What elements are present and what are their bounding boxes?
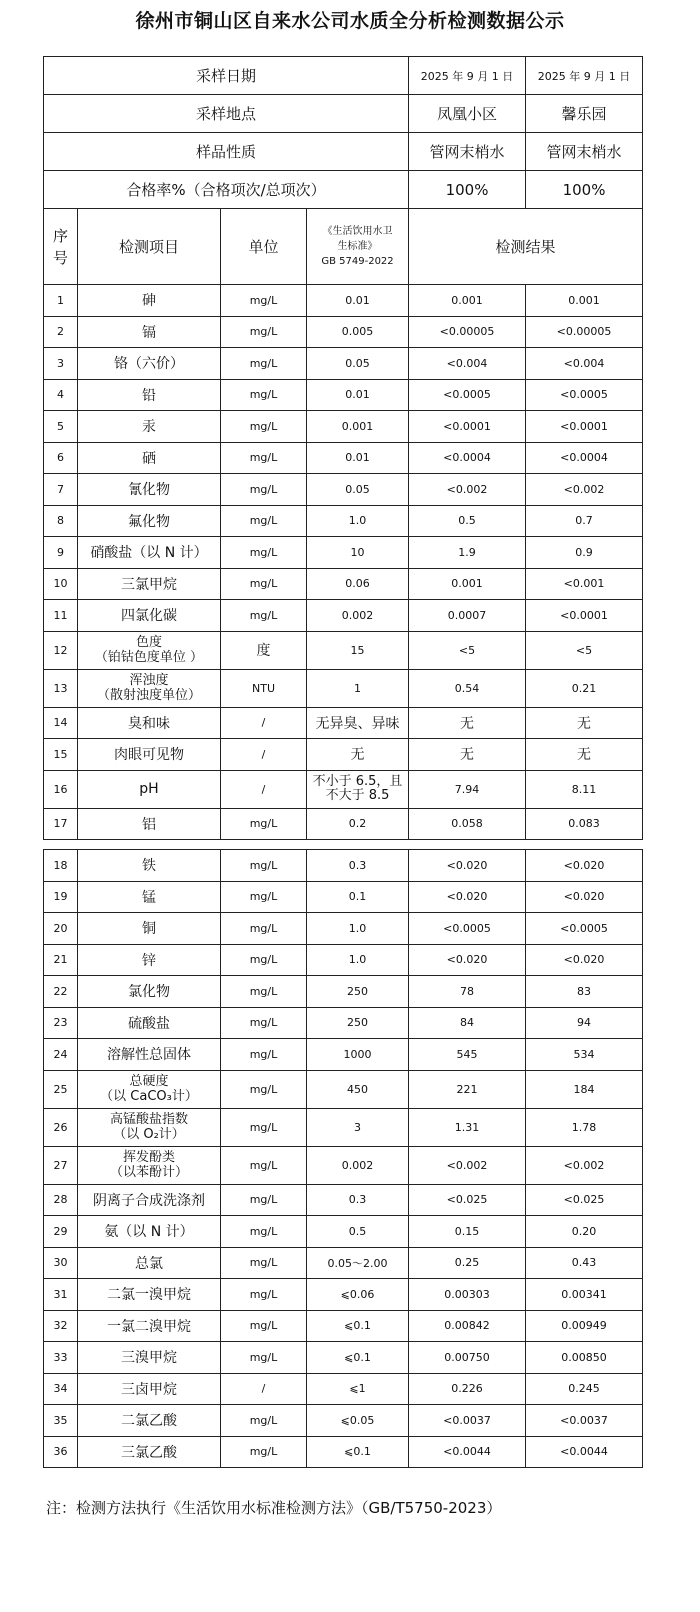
- standard-limit: 450: [307, 1070, 409, 1108]
- unit: mg/L: [221, 537, 307, 569]
- item-name: 肉眼可见物: [78, 739, 221, 771]
- result-site-2: 83: [526, 976, 643, 1008]
- result-site-2: <0.004: [526, 348, 643, 380]
- result-site-1: 0.15: [409, 1216, 526, 1248]
- item-name: 铅: [78, 379, 221, 411]
- row-number: 36: [44, 1436, 78, 1468]
- row-number: 1: [44, 285, 78, 317]
- item-name-line2: （铂钴色度单位 ）: [94, 650, 204, 665]
- table-row: [44, 1310, 643, 1342]
- item-name: 镉: [78, 316, 221, 348]
- unit: /: [221, 707, 307, 739]
- table-row: [44, 739, 643, 771]
- result-site-2: 0.7: [526, 505, 643, 537]
- item-name: pH: [78, 770, 221, 808]
- row-number: 22: [44, 976, 78, 1008]
- table-row: [44, 1216, 643, 1248]
- unit: mg/L: [221, 379, 307, 411]
- pass-rate-2: 100%: [526, 171, 643, 209]
- sample-site-row: [44, 95, 643, 133]
- col-standard-line3: GB 5749-2022: [321, 256, 394, 267]
- sample-date-2: 2025 年 9 月 1 日: [526, 57, 643, 95]
- row-number: 3: [44, 348, 78, 380]
- sample-type-row: [44, 133, 643, 171]
- row-number: 10: [44, 568, 78, 600]
- result-site-1: <0.0005: [409, 913, 526, 945]
- result-site-2: <0.0004: [526, 442, 643, 474]
- result-site-2: <0.025: [526, 1184, 643, 1216]
- unit: mg/L: [221, 474, 307, 506]
- item-name: 三氯甲烷: [78, 568, 221, 600]
- result-site-1: <0.0004: [409, 442, 526, 474]
- standard-limit: 无异臭、异味: [307, 707, 409, 739]
- result-site-2: <0.002: [526, 1146, 643, 1184]
- result-site-2: <0.020: [526, 944, 643, 976]
- standard-limit: 0.005: [307, 316, 409, 348]
- table-row: [44, 944, 643, 976]
- result-site-1: 0.54: [409, 669, 526, 707]
- row-number: 5: [44, 411, 78, 443]
- result-site-2: 0.00850: [526, 1342, 643, 1374]
- unit: mg/L: [221, 1184, 307, 1216]
- table-row: [44, 537, 643, 569]
- row-number: 15: [44, 739, 78, 771]
- result-site-1: 无: [409, 707, 526, 739]
- result-site-1: 0.001: [409, 568, 526, 600]
- table-row: [44, 379, 643, 411]
- table-row: [44, 1247, 643, 1279]
- table-row: [44, 913, 643, 945]
- item-name: 二氯一溴甲烷: [78, 1279, 221, 1311]
- table-row: [44, 1070, 643, 1108]
- row-number: 33: [44, 1342, 78, 1374]
- standard-limit: 0.5: [307, 1216, 409, 1248]
- standard-limit: ⩽0.06: [307, 1279, 409, 1311]
- item-name: 氯化物: [78, 976, 221, 1008]
- standard-limit: ⩽0.1: [307, 1342, 409, 1374]
- item-name: 氨（以 N 计）: [78, 1216, 221, 1248]
- result-site-1: <0.020: [409, 944, 526, 976]
- result-site-2: <0.0037: [526, 1405, 643, 1437]
- table-row: [44, 1342, 643, 1374]
- result-site-2: 184: [526, 1070, 643, 1108]
- unit: 度: [221, 631, 307, 669]
- standard-limit: 无: [307, 739, 409, 771]
- item-name-line2: （以苯酚计）: [109, 1165, 188, 1180]
- unit: mg/L: [221, 881, 307, 913]
- row-number: 7: [44, 474, 78, 506]
- result-site-1: 221: [409, 1070, 526, 1108]
- result-site-2: 534: [526, 1039, 643, 1071]
- row-number: 23: [44, 1007, 78, 1039]
- sample-site-1: 凤凰小区: [409, 95, 526, 133]
- row-number: 18: [44, 850, 78, 882]
- result-site-1: 0.25: [409, 1247, 526, 1279]
- standard-limit: 10: [307, 537, 409, 569]
- table-row: [44, 707, 643, 739]
- result-site-2: 无: [526, 707, 643, 739]
- column-header-row: [44, 209, 643, 285]
- unit: mg/L: [221, 1247, 307, 1279]
- standard-limit-line2: 不大于 8.5: [325, 788, 390, 803]
- result-site-1: <0.0037: [409, 1405, 526, 1437]
- item-name: 锰: [78, 881, 221, 913]
- result-site-2: 0.00341: [526, 1279, 643, 1311]
- result-site-2: <0.0005: [526, 913, 643, 945]
- sample-date-row: [44, 57, 643, 95]
- footnote: 注：检测方法执行《生活饮用水标准检测方法》（GB/T5750-2023）: [46, 1499, 502, 1517]
- standard-limit: 1.0: [307, 913, 409, 945]
- row-number: 35: [44, 1405, 78, 1437]
- pass-rate-row: [44, 171, 643, 209]
- table-row: [44, 1373, 643, 1405]
- result-site-1: 0.058: [409, 808, 526, 840]
- row-number: 9: [44, 537, 78, 569]
- standard-limit: 15: [307, 631, 409, 669]
- result-site-1: <0.0044: [409, 1436, 526, 1468]
- item-name: 汞: [78, 411, 221, 443]
- standard-limit: 0.05～2.00: [307, 1247, 409, 1279]
- unit: mg/L: [221, 1436, 307, 1468]
- unit: mg/L: [221, 944, 307, 976]
- result-site-1: 1.31: [409, 1108, 526, 1146]
- result-site-1: 1.9: [409, 537, 526, 569]
- standard-limit: 0.01: [307, 379, 409, 411]
- unit: mg/L: [221, 1146, 307, 1184]
- result-site-2: <5: [526, 631, 643, 669]
- row-number: 26: [44, 1108, 78, 1146]
- unit: mg/L: [221, 411, 307, 443]
- item-name: 砷: [78, 285, 221, 317]
- standard-limit: 0.001: [307, 411, 409, 443]
- table-row: [44, 1146, 643, 1184]
- row-number: 8: [44, 505, 78, 537]
- item-name: [78, 1108, 221, 1146]
- sample-site-2: 馨乐园: [526, 95, 643, 133]
- item-name: 硫酸盐: [78, 1007, 221, 1039]
- result-site-1: <0.025: [409, 1184, 526, 1216]
- page-title: 徐州市铜山区自来水公司水质全分析检测数据公示: [135, 10, 565, 32]
- table-row: [44, 442, 643, 474]
- result-site-1: <0.004: [409, 348, 526, 380]
- unit: mg/L: [221, 1405, 307, 1437]
- item-name: 二氯乙酸: [78, 1405, 221, 1437]
- item-name: 铜: [78, 913, 221, 945]
- item-name: 硝酸盐（以 N 计）: [78, 537, 221, 569]
- unit: mg/L: [221, 568, 307, 600]
- standard-limit: 0.01: [307, 285, 409, 317]
- row-number: 13: [44, 669, 78, 707]
- row-number: 19: [44, 881, 78, 913]
- item-name-line2: （以 CaCO₃计）: [100, 1089, 198, 1104]
- row-number: 16: [44, 770, 78, 808]
- item-name-line1: 色度: [135, 635, 162, 650]
- item-name: 锌: [78, 944, 221, 976]
- result-site-2: 1.78: [526, 1108, 643, 1146]
- row-number: 34: [44, 1373, 78, 1405]
- result-site-2: <0.0001: [526, 411, 643, 443]
- table-row: [44, 285, 643, 317]
- sample-date-1: 2025 年 9 月 1 日: [409, 57, 526, 95]
- table-row: [44, 348, 643, 380]
- result-site-2: 94: [526, 1007, 643, 1039]
- item-name: 四氯化碳: [78, 600, 221, 632]
- item-name: 硒: [78, 442, 221, 474]
- result-site-1: <0.002: [409, 474, 526, 506]
- result-site-2: <0.001: [526, 568, 643, 600]
- standard-limit: 250: [307, 976, 409, 1008]
- result-site-2: 0.00949: [526, 1310, 643, 1342]
- col-unit-header: 单位: [221, 209, 307, 285]
- row-number: 11: [44, 600, 78, 632]
- item-name: 三氯乙酸: [78, 1436, 221, 1468]
- unit: mg/L: [221, 1007, 307, 1039]
- table-row: [44, 1007, 643, 1039]
- unit: mg/L: [221, 1039, 307, 1071]
- unit: mg/L: [221, 850, 307, 882]
- result-site-1: <5: [409, 631, 526, 669]
- result-site-1: 0.001: [409, 285, 526, 317]
- sample-date-label: 采样日期: [44, 57, 409, 95]
- result-site-1: <0.020: [409, 881, 526, 913]
- table-row: [44, 1436, 643, 1468]
- unit: mg/L: [221, 1279, 307, 1311]
- result-site-1: 78: [409, 976, 526, 1008]
- table-row: [44, 1108, 643, 1146]
- unit: mg/L: [221, 316, 307, 348]
- standard-limit: 0.3: [307, 1184, 409, 1216]
- unit: mg/L: [221, 1070, 307, 1108]
- item-name-line1: 总硬度: [129, 1074, 169, 1089]
- result-site-2: 0.083: [526, 808, 643, 840]
- table-row: [44, 1039, 643, 1071]
- item-name: 铁: [78, 850, 221, 882]
- item-name: 一氯二溴甲烷: [78, 1310, 221, 1342]
- result-site-2: <0.0044: [526, 1436, 643, 1468]
- row-number: 28: [44, 1184, 78, 1216]
- col-seq-header: [44, 209, 78, 285]
- unit: mg/L: [221, 1216, 307, 1248]
- unit: mg/L: [221, 1310, 307, 1342]
- standard-limit: 0.2: [307, 808, 409, 840]
- result-site-2: 0.43: [526, 1247, 643, 1279]
- result-site-1: 84: [409, 1007, 526, 1039]
- result-site-1: <0.002: [409, 1146, 526, 1184]
- result-site-2: 0.001: [526, 285, 643, 317]
- result-site-2: <0.020: [526, 881, 643, 913]
- table-row: [44, 669, 643, 707]
- row-number: 30: [44, 1247, 78, 1279]
- standard-limit: ⩽0.1: [307, 1310, 409, 1342]
- item-name-line2: （散射浊度单位）: [96, 688, 201, 703]
- item-name: 铝: [78, 808, 221, 840]
- result-site-1: <0.0005: [409, 379, 526, 411]
- row-number: 32: [44, 1310, 78, 1342]
- row-number: 14: [44, 707, 78, 739]
- row-number: 27: [44, 1146, 78, 1184]
- item-name: 总氯: [78, 1247, 221, 1279]
- row-number: 24: [44, 1039, 78, 1071]
- results-table-bottom: [43, 849, 643, 1468]
- standard-limit: 3: [307, 1108, 409, 1146]
- row-number: 21: [44, 944, 78, 976]
- result-site-1: <0.0001: [409, 411, 526, 443]
- item-name: 溶解性总固体: [78, 1039, 221, 1071]
- unit: mg/L: [221, 1108, 307, 1146]
- result-site-2: 0.20: [526, 1216, 643, 1248]
- table-row: [44, 808, 643, 840]
- standard-limit: 0.002: [307, 1146, 409, 1184]
- table-row: [44, 316, 643, 348]
- standard-limit: 0.1: [307, 881, 409, 913]
- table-row: [44, 600, 643, 632]
- table-row: [44, 568, 643, 600]
- unit: mg/L: [221, 1342, 307, 1374]
- unit: mg/L: [221, 913, 307, 945]
- item-name: 三溴甲烷: [78, 1342, 221, 1374]
- table-row: [44, 770, 643, 808]
- table-row: [44, 411, 643, 443]
- item-name: 氟化物: [78, 505, 221, 537]
- item-name: [78, 631, 221, 669]
- result-site-1: <0.00005: [409, 316, 526, 348]
- result-site-1: <0.020: [409, 850, 526, 882]
- standard-limit: ⩽0.05: [307, 1405, 409, 1437]
- item-name-line1: 挥发酚类: [122, 1150, 175, 1165]
- standard-limit: 0.05: [307, 474, 409, 506]
- item-name: [78, 1070, 221, 1108]
- result-site-1: 0.226: [409, 1373, 526, 1405]
- unit: mg/L: [221, 348, 307, 380]
- standard-limit: 0.06: [307, 568, 409, 600]
- item-name: 氰化物: [78, 474, 221, 506]
- table-row: [44, 474, 643, 506]
- standard-limit: [307, 770, 409, 808]
- sample-type-1: 管网末梢水: [409, 133, 526, 171]
- sample-site-label: 采样地点: [44, 95, 409, 133]
- unit: mg/L: [221, 442, 307, 474]
- unit: /: [221, 739, 307, 771]
- row-number: 17: [44, 808, 78, 840]
- standard-limit-line1: 不小于 6.5，且: [312, 774, 403, 789]
- result-site-2: 0.9: [526, 537, 643, 569]
- standard-limit: 250: [307, 1007, 409, 1039]
- standard-limit: 0.3: [307, 850, 409, 882]
- col-standard-header: [307, 209, 409, 285]
- unit: mg/L: [221, 976, 307, 1008]
- item-name-line2: （以 O₂计）: [113, 1127, 185, 1142]
- sample-type-label: 样品性质: [44, 133, 409, 171]
- unit: mg/L: [221, 600, 307, 632]
- item-name: [78, 669, 221, 707]
- row-number: 4: [44, 379, 78, 411]
- col-standard-line1: 《生活饮用水卫: [322, 226, 393, 237]
- pass-rate-label: 合格率%（合格项次/总项次）: [44, 171, 409, 209]
- standard-limit: 0.05: [307, 348, 409, 380]
- row-number: 29: [44, 1216, 78, 1248]
- result-site-2: <0.0001: [526, 600, 643, 632]
- item-name-line1: 浑浊度: [129, 673, 169, 688]
- result-site-1: 无: [409, 739, 526, 771]
- unit: mg/L: [221, 505, 307, 537]
- table-row: [44, 1279, 643, 1311]
- unit: /: [221, 770, 307, 808]
- standard-limit: 0.01: [307, 442, 409, 474]
- item-name: 臭和味: [78, 707, 221, 739]
- standard-limit: ⩽0.1: [307, 1436, 409, 1468]
- result-site-2: 8.11: [526, 770, 643, 808]
- row-number: 20: [44, 913, 78, 945]
- pass-rate-1: 100%: [409, 171, 526, 209]
- table-row: [44, 505, 643, 537]
- row-number: 12: [44, 631, 78, 669]
- col-result-header: 检测结果: [409, 209, 643, 285]
- unit: /: [221, 1373, 307, 1405]
- item-name: 阴离子合成洗涤剂: [78, 1184, 221, 1216]
- result-site-1: 0.0007: [409, 600, 526, 632]
- result-site-2: 0.21: [526, 669, 643, 707]
- result-site-2: 无: [526, 739, 643, 771]
- col-seq-header-line1: 序: [52, 226, 68, 245]
- unit: mg/L: [221, 808, 307, 840]
- result-site-2: <0.020: [526, 850, 643, 882]
- result-site-1: 0.5: [409, 505, 526, 537]
- table-row: [44, 850, 643, 882]
- col-standard-line2: 生标准》: [337, 241, 378, 252]
- standard-limit: ⩽1: [307, 1373, 409, 1405]
- table-row: [44, 881, 643, 913]
- result-site-2: 0.245: [526, 1373, 643, 1405]
- unit: NTU: [221, 669, 307, 707]
- item-name: 三卤甲烷: [78, 1373, 221, 1405]
- result-site-1: 0.00750: [409, 1342, 526, 1374]
- row-number: 6: [44, 442, 78, 474]
- standard-limit: 1: [307, 669, 409, 707]
- table-row: [44, 976, 643, 1008]
- item-name: [78, 1146, 221, 1184]
- result-site-2: <0.00005: [526, 316, 643, 348]
- result-site-1: 0.00842: [409, 1310, 526, 1342]
- result-site-2: <0.002: [526, 474, 643, 506]
- table-row: [44, 631, 643, 669]
- standard-limit: 1.0: [307, 505, 409, 537]
- item-name: 铬（六价）: [78, 348, 221, 380]
- table-row: [44, 1184, 643, 1216]
- standard-limit: 1.0: [307, 944, 409, 976]
- standard-limit: 0.002: [307, 600, 409, 632]
- item-name-line1: 高锰酸盐指数: [109, 1112, 188, 1127]
- col-item-header: 检测项目: [78, 209, 221, 285]
- sample-type-2: 管网末梢水: [526, 133, 643, 171]
- result-site-1: 0.00303: [409, 1279, 526, 1311]
- result-site-1: 7.94: [409, 770, 526, 808]
- results-table-top: [43, 56, 643, 840]
- table-row: [44, 1405, 643, 1437]
- standard-limit: 1000: [307, 1039, 409, 1071]
- row-number: 25: [44, 1070, 78, 1108]
- unit: mg/L: [221, 285, 307, 317]
- row-number: 31: [44, 1279, 78, 1311]
- result-site-1: 545: [409, 1039, 526, 1071]
- row-number: 2: [44, 316, 78, 348]
- result-site-2: <0.0005: [526, 379, 643, 411]
- col-seq-header-line2: 号: [52, 248, 68, 267]
